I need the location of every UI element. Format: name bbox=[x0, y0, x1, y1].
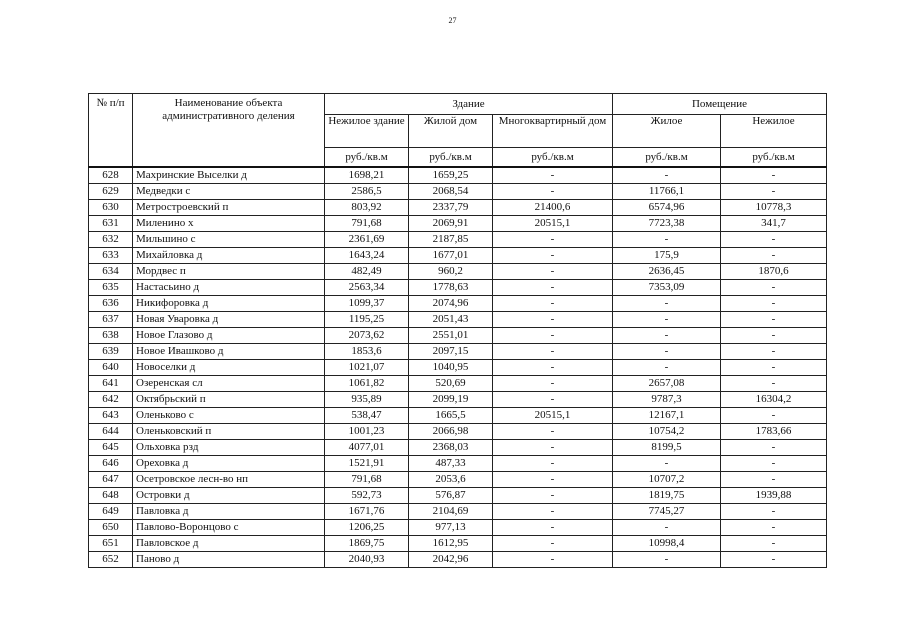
apartment-building-price: 21400,6 bbox=[493, 200, 613, 216]
table-row bbox=[89, 184, 827, 200]
residential-premises-price: 2657,08 bbox=[613, 376, 721, 392]
table-row bbox=[89, 200, 827, 216]
row-number: 643 bbox=[89, 408, 133, 424]
nonresidential-building-price: 4077,01 bbox=[325, 440, 409, 456]
residential-premises-price: - bbox=[613, 456, 721, 472]
residential-premises-price: 9787,3 bbox=[613, 392, 721, 408]
header-building: Здание bbox=[325, 94, 613, 115]
nonresidential-premises-price: - bbox=[721, 504, 827, 520]
apartment-building-price: - bbox=[493, 296, 613, 312]
header-nonresidential-building: Нежилое здание bbox=[325, 115, 409, 148]
apartment-building-price: - bbox=[493, 232, 613, 248]
object-name: Октябрьский п bbox=[133, 392, 325, 408]
nonresidential-premises-price: - bbox=[721, 536, 827, 552]
nonresidential-building-price: 1021,07 bbox=[325, 360, 409, 376]
nonresidential-building-price: 935,89 bbox=[325, 392, 409, 408]
object-name: Павлово-Воронцово с bbox=[133, 520, 325, 536]
nonresidential-premises-price: - bbox=[721, 280, 827, 296]
object-name: Озеренская сл bbox=[133, 376, 325, 392]
nonresidential-premises-price: 1939,88 bbox=[721, 488, 827, 504]
nonresidential-building-price: 482,49 bbox=[325, 264, 409, 280]
residential-premises-price: - bbox=[613, 328, 721, 344]
object-name: Осетровское лесн-во нп bbox=[133, 472, 325, 488]
apartment-building-price: - bbox=[493, 328, 613, 344]
nonresidential-premises-price: - bbox=[721, 232, 827, 248]
nonresidential-building-price: 1698,21 bbox=[325, 167, 409, 184]
nonresidential-building-price: 2361,69 bbox=[325, 232, 409, 248]
row-number: 632 bbox=[89, 232, 133, 248]
row-number: 629 bbox=[89, 184, 133, 200]
header-apartment-building: Многоквартирный дом bbox=[493, 115, 613, 148]
table-row bbox=[89, 264, 827, 280]
table-row bbox=[89, 520, 827, 536]
row-number: 631 bbox=[89, 216, 133, 232]
object-name: Медведки с bbox=[133, 184, 325, 200]
residential-premises-price: - bbox=[613, 520, 721, 536]
object-name: Павловское д bbox=[133, 536, 325, 552]
apartment-building-price: - bbox=[493, 456, 613, 472]
nonresidential-premises-price: - bbox=[721, 167, 827, 184]
apartment-building-price: - bbox=[493, 536, 613, 552]
table-row bbox=[89, 312, 827, 328]
nonresidential-premises-price: - bbox=[721, 456, 827, 472]
residential-house-price: 960,2 bbox=[409, 264, 493, 280]
apartment-building-price: 20515,1 bbox=[493, 216, 613, 232]
residential-house-price: 2551,01 bbox=[409, 328, 493, 344]
header-unit: руб./кв.м bbox=[613, 148, 721, 168]
object-name: Настасьино д bbox=[133, 280, 325, 296]
residential-house-price: 1665,5 bbox=[409, 408, 493, 424]
residential-house-price: 2053,6 bbox=[409, 472, 493, 488]
residential-house-price: 2068,54 bbox=[409, 184, 493, 200]
row-number: 647 bbox=[89, 472, 133, 488]
nonresidential-premises-price: - bbox=[721, 248, 827, 264]
table-row bbox=[89, 552, 827, 568]
nonresidential-premises-price: - bbox=[721, 472, 827, 488]
apartment-building-price: - bbox=[493, 184, 613, 200]
header-unit: руб./кв.м bbox=[325, 148, 409, 168]
residential-premises-price: - bbox=[613, 232, 721, 248]
row-number: 640 bbox=[89, 360, 133, 376]
row-number: 630 bbox=[89, 200, 133, 216]
nonresidential-premises-price: - bbox=[721, 328, 827, 344]
apartment-building-price: - bbox=[493, 264, 613, 280]
apartment-building-price: - bbox=[493, 488, 613, 504]
table-row bbox=[89, 344, 827, 360]
residential-house-price: 2097,15 bbox=[409, 344, 493, 360]
row-number: 637 bbox=[89, 312, 133, 328]
residential-house-price: 1040,95 bbox=[409, 360, 493, 376]
header-residential-house: Жилой дом bbox=[409, 115, 493, 148]
row-number: 648 bbox=[89, 488, 133, 504]
object-name: Островки д bbox=[133, 488, 325, 504]
table-row bbox=[89, 328, 827, 344]
residential-premises-price: 175,9 bbox=[613, 248, 721, 264]
apartment-building-price: - bbox=[493, 424, 613, 440]
residential-house-price: 520,69 bbox=[409, 376, 493, 392]
row-number: 652 bbox=[89, 552, 133, 568]
row-number: 633 bbox=[89, 248, 133, 264]
apartment-building-price: - bbox=[493, 248, 613, 264]
nonresidential-premises-price: - bbox=[721, 360, 827, 376]
apartment-building-price: - bbox=[493, 312, 613, 328]
residential-house-price: 1778,63 bbox=[409, 280, 493, 296]
object-name: Новое Глазово д bbox=[133, 328, 325, 344]
data-table bbox=[88, 93, 827, 568]
nonresidential-building-price: 791,68 bbox=[325, 472, 409, 488]
residential-premises-price: - bbox=[613, 344, 721, 360]
residential-house-price: 2051,43 bbox=[409, 312, 493, 328]
table-row bbox=[89, 232, 827, 248]
nonresidential-building-price: 592,73 bbox=[325, 488, 409, 504]
residential-premises-price: - bbox=[613, 360, 721, 376]
residential-premises-price: 6574,96 bbox=[613, 200, 721, 216]
table-row bbox=[89, 376, 827, 392]
nonresidential-building-price: 2040,93 bbox=[325, 552, 409, 568]
table-row bbox=[89, 167, 827, 184]
table-row bbox=[89, 216, 827, 232]
row-number: 634 bbox=[89, 264, 133, 280]
residential-house-price: 1677,01 bbox=[409, 248, 493, 264]
row-number: 644 bbox=[89, 424, 133, 440]
nonresidential-building-price: 1206,25 bbox=[325, 520, 409, 536]
nonresidential-premises-price: - bbox=[721, 344, 827, 360]
nonresidential-premises-price: 10778,3 bbox=[721, 200, 827, 216]
residential-premises-price: 7723,38 bbox=[613, 216, 721, 232]
table-body bbox=[89, 167, 827, 568]
row-number: 650 bbox=[89, 520, 133, 536]
row-number: 636 bbox=[89, 296, 133, 312]
residential-premises-price: 1819,75 bbox=[613, 488, 721, 504]
row-number: 649 bbox=[89, 504, 133, 520]
residential-premises-price: 10754,2 bbox=[613, 424, 721, 440]
object-name: Мильшино с bbox=[133, 232, 325, 248]
nonresidential-building-price: 1671,76 bbox=[325, 504, 409, 520]
header-name: Наименование объекта административного деления bbox=[133, 94, 325, 168]
row-number: 639 bbox=[89, 344, 133, 360]
header-residential-premises: Жилое bbox=[613, 115, 721, 148]
nonresidential-building-price: 1853,6 bbox=[325, 344, 409, 360]
table-header bbox=[89, 94, 827, 168]
residential-premises-price: 10998,4 bbox=[613, 536, 721, 552]
table-row bbox=[89, 456, 827, 472]
nonresidential-premises-price: 1870,6 bbox=[721, 264, 827, 280]
residential-house-price: 1659,25 bbox=[409, 167, 493, 184]
row-number: 635 bbox=[89, 280, 133, 296]
residential-house-price: 2042,96 bbox=[409, 552, 493, 568]
residential-house-price: 2069,91 bbox=[409, 216, 493, 232]
residential-premises-price: 10707,2 bbox=[613, 472, 721, 488]
nonresidential-building-price: 803,92 bbox=[325, 200, 409, 216]
table-row bbox=[89, 248, 827, 264]
residential-house-price: 2337,79 bbox=[409, 200, 493, 216]
object-name: Метростроевский п bbox=[133, 200, 325, 216]
row-number: 642 bbox=[89, 392, 133, 408]
residential-house-price: 2099,19 bbox=[409, 392, 493, 408]
nonresidential-building-price: 538,47 bbox=[325, 408, 409, 424]
row-number: 638 bbox=[89, 328, 133, 344]
apartment-building-price: - bbox=[493, 440, 613, 456]
object-name: Новоселки д bbox=[133, 360, 325, 376]
object-name: Павловка д bbox=[133, 504, 325, 520]
residential-house-price: 2074,96 bbox=[409, 296, 493, 312]
nonresidential-building-price: 2586,5 bbox=[325, 184, 409, 200]
nonresidential-premises-price: 341,7 bbox=[721, 216, 827, 232]
residential-premises-price: - bbox=[613, 312, 721, 328]
residential-premises-price: 11766,1 bbox=[613, 184, 721, 200]
nonresidential-building-price: 1061,82 bbox=[325, 376, 409, 392]
residential-house-price: 487,33 bbox=[409, 456, 493, 472]
object-name: Мордвес п bbox=[133, 264, 325, 280]
residential-house-price: 576,87 bbox=[409, 488, 493, 504]
table-row bbox=[89, 408, 827, 424]
table-row bbox=[89, 360, 827, 376]
nonresidential-building-price: 1001,23 bbox=[325, 424, 409, 440]
apartment-building-price: - bbox=[493, 504, 613, 520]
table-row bbox=[89, 280, 827, 296]
object-name: Паново д bbox=[133, 552, 325, 568]
object-name: Михайловка д bbox=[133, 248, 325, 264]
nonresidential-premises-price: - bbox=[721, 296, 827, 312]
nonresidential-premises-price: - bbox=[721, 440, 827, 456]
nonresidential-premises-price: 1783,66 bbox=[721, 424, 827, 440]
nonresidential-premises-price: 16304,2 bbox=[721, 392, 827, 408]
table-row bbox=[89, 296, 827, 312]
nonresidential-building-price: 791,68 bbox=[325, 216, 409, 232]
row-number: 641 bbox=[89, 376, 133, 392]
row-number: 645 bbox=[89, 440, 133, 456]
apartment-building-price: - bbox=[493, 552, 613, 568]
nonresidential-premises-price: - bbox=[721, 312, 827, 328]
row-number: 651 bbox=[89, 536, 133, 552]
apartment-building-price: - bbox=[493, 472, 613, 488]
object-name: Новая Уваровка д bbox=[133, 312, 325, 328]
residential-house-price: 1612,95 bbox=[409, 536, 493, 552]
nonresidential-premises-price: - bbox=[721, 408, 827, 424]
header-unit: руб./кв.м bbox=[721, 148, 827, 168]
apartment-building-price: - bbox=[493, 360, 613, 376]
residential-house-price: 2104,69 bbox=[409, 504, 493, 520]
nonresidential-premises-price: - bbox=[721, 376, 827, 392]
nonresidential-building-price: 2563,34 bbox=[325, 280, 409, 296]
residential-house-price: 2368,03 bbox=[409, 440, 493, 456]
nonresidential-building-price: 1099,37 bbox=[325, 296, 409, 312]
object-name: Ольховка рзд bbox=[133, 440, 325, 456]
residential-house-price: 2066,98 bbox=[409, 424, 493, 440]
row-number: 646 bbox=[89, 456, 133, 472]
nonresidential-building-price: 1643,24 bbox=[325, 248, 409, 264]
object-name: Оленьковский п bbox=[133, 424, 325, 440]
object-name: Миленино х bbox=[133, 216, 325, 232]
nonresidential-building-price: 1869,75 bbox=[325, 536, 409, 552]
nonresidential-premises-price: - bbox=[721, 552, 827, 568]
page-number: 27 bbox=[448, 16, 457, 25]
header-unit: руб./кв.м bbox=[493, 148, 613, 168]
apartment-building-price: - bbox=[493, 167, 613, 184]
apartment-building-price: - bbox=[493, 520, 613, 536]
residential-house-price: 977,13 bbox=[409, 520, 493, 536]
header-unit: руб./кв.м bbox=[409, 148, 493, 168]
nonresidential-premises-price: - bbox=[721, 520, 827, 536]
apartment-building-price: 20515,1 bbox=[493, 408, 613, 424]
residential-premises-price: 8199,5 bbox=[613, 440, 721, 456]
apartment-building-price: - bbox=[493, 376, 613, 392]
table-row bbox=[89, 392, 827, 408]
table-row bbox=[89, 472, 827, 488]
object-name: Новое Ивашково д bbox=[133, 344, 325, 360]
header-premises: Помещение bbox=[613, 94, 827, 115]
object-name: Ореховка д bbox=[133, 456, 325, 472]
residential-premises-price: 12167,1 bbox=[613, 408, 721, 424]
apartment-building-price: - bbox=[493, 280, 613, 296]
object-name: Махринские Выселки д bbox=[133, 167, 325, 184]
apartment-building-price: - bbox=[493, 344, 613, 360]
object-name: Никифоровка д bbox=[133, 296, 325, 312]
object-name: Оленьково с bbox=[133, 408, 325, 424]
residential-house-price: 2187,85 bbox=[409, 232, 493, 248]
header-nonresidential-premises: Нежилое bbox=[721, 115, 827, 148]
residential-premises-price: - bbox=[613, 552, 721, 568]
nonresidential-premises-price: - bbox=[721, 184, 827, 200]
table-row bbox=[89, 536, 827, 552]
residential-premises-price: 2636,45 bbox=[613, 264, 721, 280]
residential-premises-price: - bbox=[613, 167, 721, 184]
table-row bbox=[89, 424, 827, 440]
row-number: 628 bbox=[89, 167, 133, 184]
header-num: № п/п bbox=[89, 94, 133, 168]
table-row bbox=[89, 440, 827, 456]
nonresidential-building-price: 2073,62 bbox=[325, 328, 409, 344]
apartment-building-price: - bbox=[493, 392, 613, 408]
residential-premises-price: 7353,09 bbox=[613, 280, 721, 296]
nonresidential-building-price: 1195,25 bbox=[325, 312, 409, 328]
residential-premises-price: 7745,27 bbox=[613, 504, 721, 520]
table-row bbox=[89, 504, 827, 520]
residential-premises-price: - bbox=[613, 296, 721, 312]
nonresidential-building-price: 1521,91 bbox=[325, 456, 409, 472]
table-row bbox=[89, 488, 827, 504]
